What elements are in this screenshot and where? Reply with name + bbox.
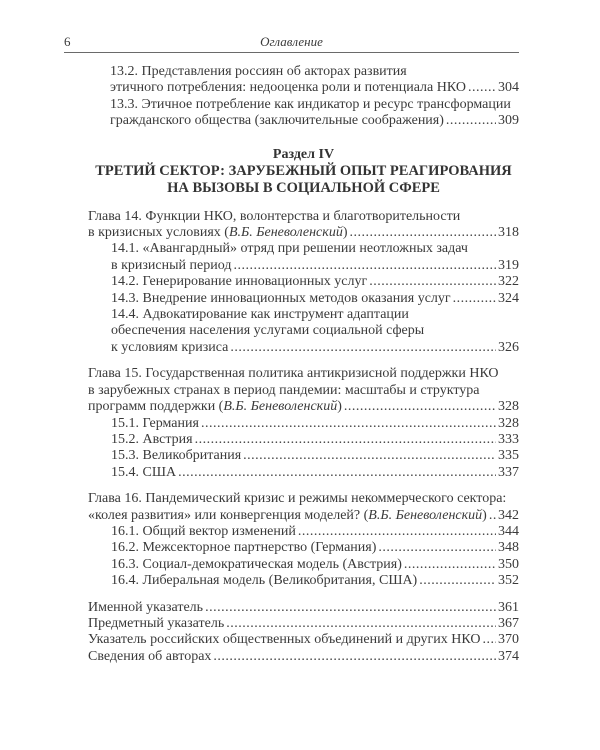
toc-entry[interactable] — [88, 557, 519, 573]
entry-title-text — [111, 573, 417, 589]
toc-entry[interactable] — [88, 274, 519, 290]
toc-entry[interactable] — [88, 64, 519, 97]
section-label: Раздел IV — [272, 146, 335, 162]
entry-page-number: 367 — [498, 615, 519, 631]
entry-title-tail: ) — [342, 225, 348, 241]
toc-entry[interactable] — [88, 540, 519, 556]
entry-title-text — [110, 113, 444, 129]
dot-leader — [468, 80, 496, 96]
entry-last-line — [88, 508, 519, 524]
toc-entry[interactable] — [88, 491, 519, 524]
entry-last-line — [110, 80, 519, 96]
toc-entry[interactable] — [88, 366, 519, 415]
toc-entry[interactable] — [88, 432, 519, 448]
entry-title: в кризисный период — [111, 257, 232, 273]
dot-leader — [226, 616, 496, 632]
entry-last-line — [88, 632, 519, 648]
entry-title: 15.3. Великобритания — [111, 448, 242, 464]
toc-entry[interactable] — [88, 97, 519, 130]
entry-title: 16.1. Общий вектор изменений — [111, 523, 296, 539]
dot-leader — [378, 540, 496, 556]
entry-title-line: 14.4. Адвокатирование как инструмент адаптации — [111, 307, 409, 323]
entry-title-text — [88, 600, 203, 616]
table-of-contents — [88, 64, 519, 665]
entry-page-number: 318 — [498, 225, 519, 241]
entry-title: 16.2. Межсекторное партнерство (Германия) — [111, 540, 377, 556]
entry-last-line — [111, 573, 519, 589]
dot-leader — [419, 573, 496, 589]
entry-title-text — [88, 508, 487, 524]
dot-leader — [213, 649, 496, 665]
running-title: Оглавление — [260, 34, 323, 49]
entry-title-text — [88, 616, 224, 632]
page-number: 6 — [64, 34, 71, 49]
dot-leader — [489, 508, 496, 524]
entry-last-line — [88, 649, 519, 665]
dot-leader — [404, 557, 496, 573]
section-title-line: ТРЕТИЙ СЕКТОР: ЗАРУБЕЖНЫЙ ОПЫТ РЕАГИРОВАНИЯ — [95, 162, 512, 179]
dot-leader — [201, 416, 496, 432]
entry-title-text — [111, 557, 402, 573]
toc-entry[interactable] — [88, 448, 519, 464]
entry-page-number: 352 — [498, 573, 519, 589]
entry-title: 15.4. США — [111, 464, 177, 480]
entry-title: гражданского общества (заключительные соображения) — [110, 113, 444, 129]
group-spacer — [88, 356, 519, 366]
entry-title: «колея развития» или конвергенция моделей? ( — [88, 507, 369, 523]
entry-title-text — [111, 291, 451, 307]
entry-page-number: 326 — [498, 339, 519, 355]
entry-author: В.Б. Беневоленский — [368, 507, 483, 523]
dot-leader — [344, 399, 496, 415]
entry-page-number: 337 — [498, 464, 519, 480]
entry-page-number: 304 — [498, 80, 519, 96]
entry-title-text — [111, 340, 228, 356]
entry-last-line — [111, 416, 519, 432]
entry-page-number: 322 — [498, 274, 519, 290]
entry-title: этичного потребления: недооценка роли и потенциала НКО — [110, 80, 466, 96]
entry-title: 16.3. Социал-демократическая модель (Австрия) — [111, 556, 402, 572]
entry-last-line — [111, 465, 519, 481]
entry-title-line: 13.3. Этичное потребление как индикатор и ресурс трансформации — [110, 96, 511, 112]
entry-last-line — [111, 274, 519, 290]
group-spacer — [88, 481, 519, 491]
entry-title-text — [111, 540, 376, 556]
toc-entry[interactable] — [88, 632, 519, 648]
entry-title: 14.3. Внедрение инновационных методов оказания услуг — [111, 290, 451, 306]
entry-title-line: 14.1. «Авангардный» отряд при решении неотложных задач — [111, 241, 468, 257]
entry-title: Указатель российских общественных объединений и других НКО — [88, 632, 481, 648]
entry-page-number: 328 — [498, 415, 519, 431]
toc-entry[interactable] — [88, 241, 519, 274]
dot-leader — [453, 291, 496, 307]
dot-leader — [230, 340, 496, 356]
toc-entry[interactable] — [88, 573, 519, 589]
section-heading — [88, 146, 519, 197]
entry-title-line: Глава 16. Пандемический кризис и режимы некоммерческого сектора: — [88, 491, 507, 507]
running-header — [64, 34, 519, 53]
entry-last-line — [111, 340, 519, 356]
entry-last-line — [111, 258, 519, 274]
entry-title: 15.1. Германия — [111, 415, 199, 431]
entry-last-line — [110, 113, 519, 129]
entry-page-number: 344 — [498, 523, 519, 539]
entry-title-line: Глава 14. Функции НКО, волонтерства и благотворительности — [88, 208, 461, 224]
dot-leader — [369, 274, 496, 290]
entry-title-text — [111, 416, 199, 432]
dot-leader — [349, 225, 496, 241]
entry-page-number: 342 — [498, 507, 519, 523]
entry-last-line — [111, 557, 519, 573]
entry-page-number: 370 — [498, 632, 519, 648]
toc-entry[interactable] — [88, 416, 519, 432]
entry-author: В.Б. Беневоленский — [228, 225, 343, 241]
entry-title-text — [88, 399, 342, 415]
entry-title-text — [111, 524, 296, 540]
toc-entry[interactable] — [88, 307, 519, 356]
entry-page-number: 309 — [498, 113, 519, 129]
entry-last-line — [88, 616, 519, 632]
entry-title-line: в зарубежных странах в период пандемии: масштабы и структура — [88, 382, 480, 398]
entry-author: В.Б. Беневоленский — [223, 399, 338, 415]
entry-last-line — [88, 225, 519, 241]
entry-title: Сведения об авторах — [88, 648, 212, 664]
toc-entry[interactable] — [88, 600, 519, 616]
entry-page-number: 328 — [498, 399, 519, 415]
entry-title-tail: ) — [337, 399, 342, 415]
group-spacer — [88, 590, 519, 600]
toc-entry[interactable] — [88, 524, 519, 540]
entry-title: 15.2. Австрия — [111, 431, 193, 447]
entry-title-line: 13.2. Представления россиян об акторах развития — [110, 64, 407, 79]
entry-title: в кризисных условиях ( — [88, 225, 229, 241]
entry-title-text — [111, 274, 367, 290]
dot-leader — [298, 524, 496, 540]
entry-page-number: 348 — [498, 540, 519, 556]
entry-title-text — [111, 465, 176, 481]
entry-page-number: 335 — [498, 448, 519, 464]
entry-page-number: 333 — [498, 431, 519, 447]
dot-leader — [178, 465, 496, 481]
entry-title: 16.4. Либеральная модель (Великобритания, США) — [111, 573, 418, 589]
entry-title-text — [110, 80, 466, 96]
entry-title-text — [88, 225, 347, 241]
entry-title-text — [88, 632, 481, 648]
dot-leader — [233, 258, 496, 274]
entry-title: Именной указатель — [88, 599, 204, 615]
entry-last-line — [88, 600, 519, 616]
entry-title-text — [111, 448, 241, 464]
entry-page-number: 350 — [498, 556, 519, 572]
toc-entry[interactable] — [88, 616, 519, 632]
section-title-line: НА ВЫЗОВЫ В СОЦИАЛЬНОЙ СФЕРЕ — [167, 179, 440, 196]
entry-title-text — [111, 258, 231, 274]
entry-title: Предметный указатель — [88, 615, 225, 631]
entry-title: 14.2. Генерирование инновационных услуг — [111, 274, 368, 290]
entry-title-text — [111, 432, 193, 448]
entry-title-text — [88, 649, 211, 665]
dot-leader — [243, 448, 496, 464]
entry-title-line: Глава 15. Государственная политика антикризисной поддержки НКО — [88, 366, 499, 382]
entry-last-line — [111, 432, 519, 448]
entry-title-line: обеспечения населения услугами социальной сферы — [111, 323, 425, 339]
entry-last-line — [88, 399, 519, 415]
entry-last-line — [111, 540, 519, 556]
dot-leader — [205, 600, 496, 616]
entry-page-number: 319 — [498, 257, 519, 273]
toc-entry[interactable] — [88, 465, 519, 481]
toc-entry[interactable] — [88, 291, 519, 307]
entry-page-number: 361 — [498, 599, 519, 615]
entry-title-tail: ) — [482, 507, 487, 523]
entry-page-number: 324 — [498, 290, 519, 306]
toc-entry[interactable] — [88, 209, 519, 242]
entry-page-number: 374 — [498, 648, 519, 664]
entry-title: программ поддержки ( — [88, 399, 224, 415]
entry-last-line — [111, 524, 519, 540]
entry-last-line — [111, 448, 519, 464]
dot-leader — [483, 632, 497, 648]
entry-title: к условиям кризиса — [111, 339, 229, 355]
toc-entry[interactable] — [88, 649, 519, 665]
entry-last-line — [111, 291, 519, 307]
dot-leader — [195, 432, 496, 448]
dot-leader — [446, 113, 496, 129]
